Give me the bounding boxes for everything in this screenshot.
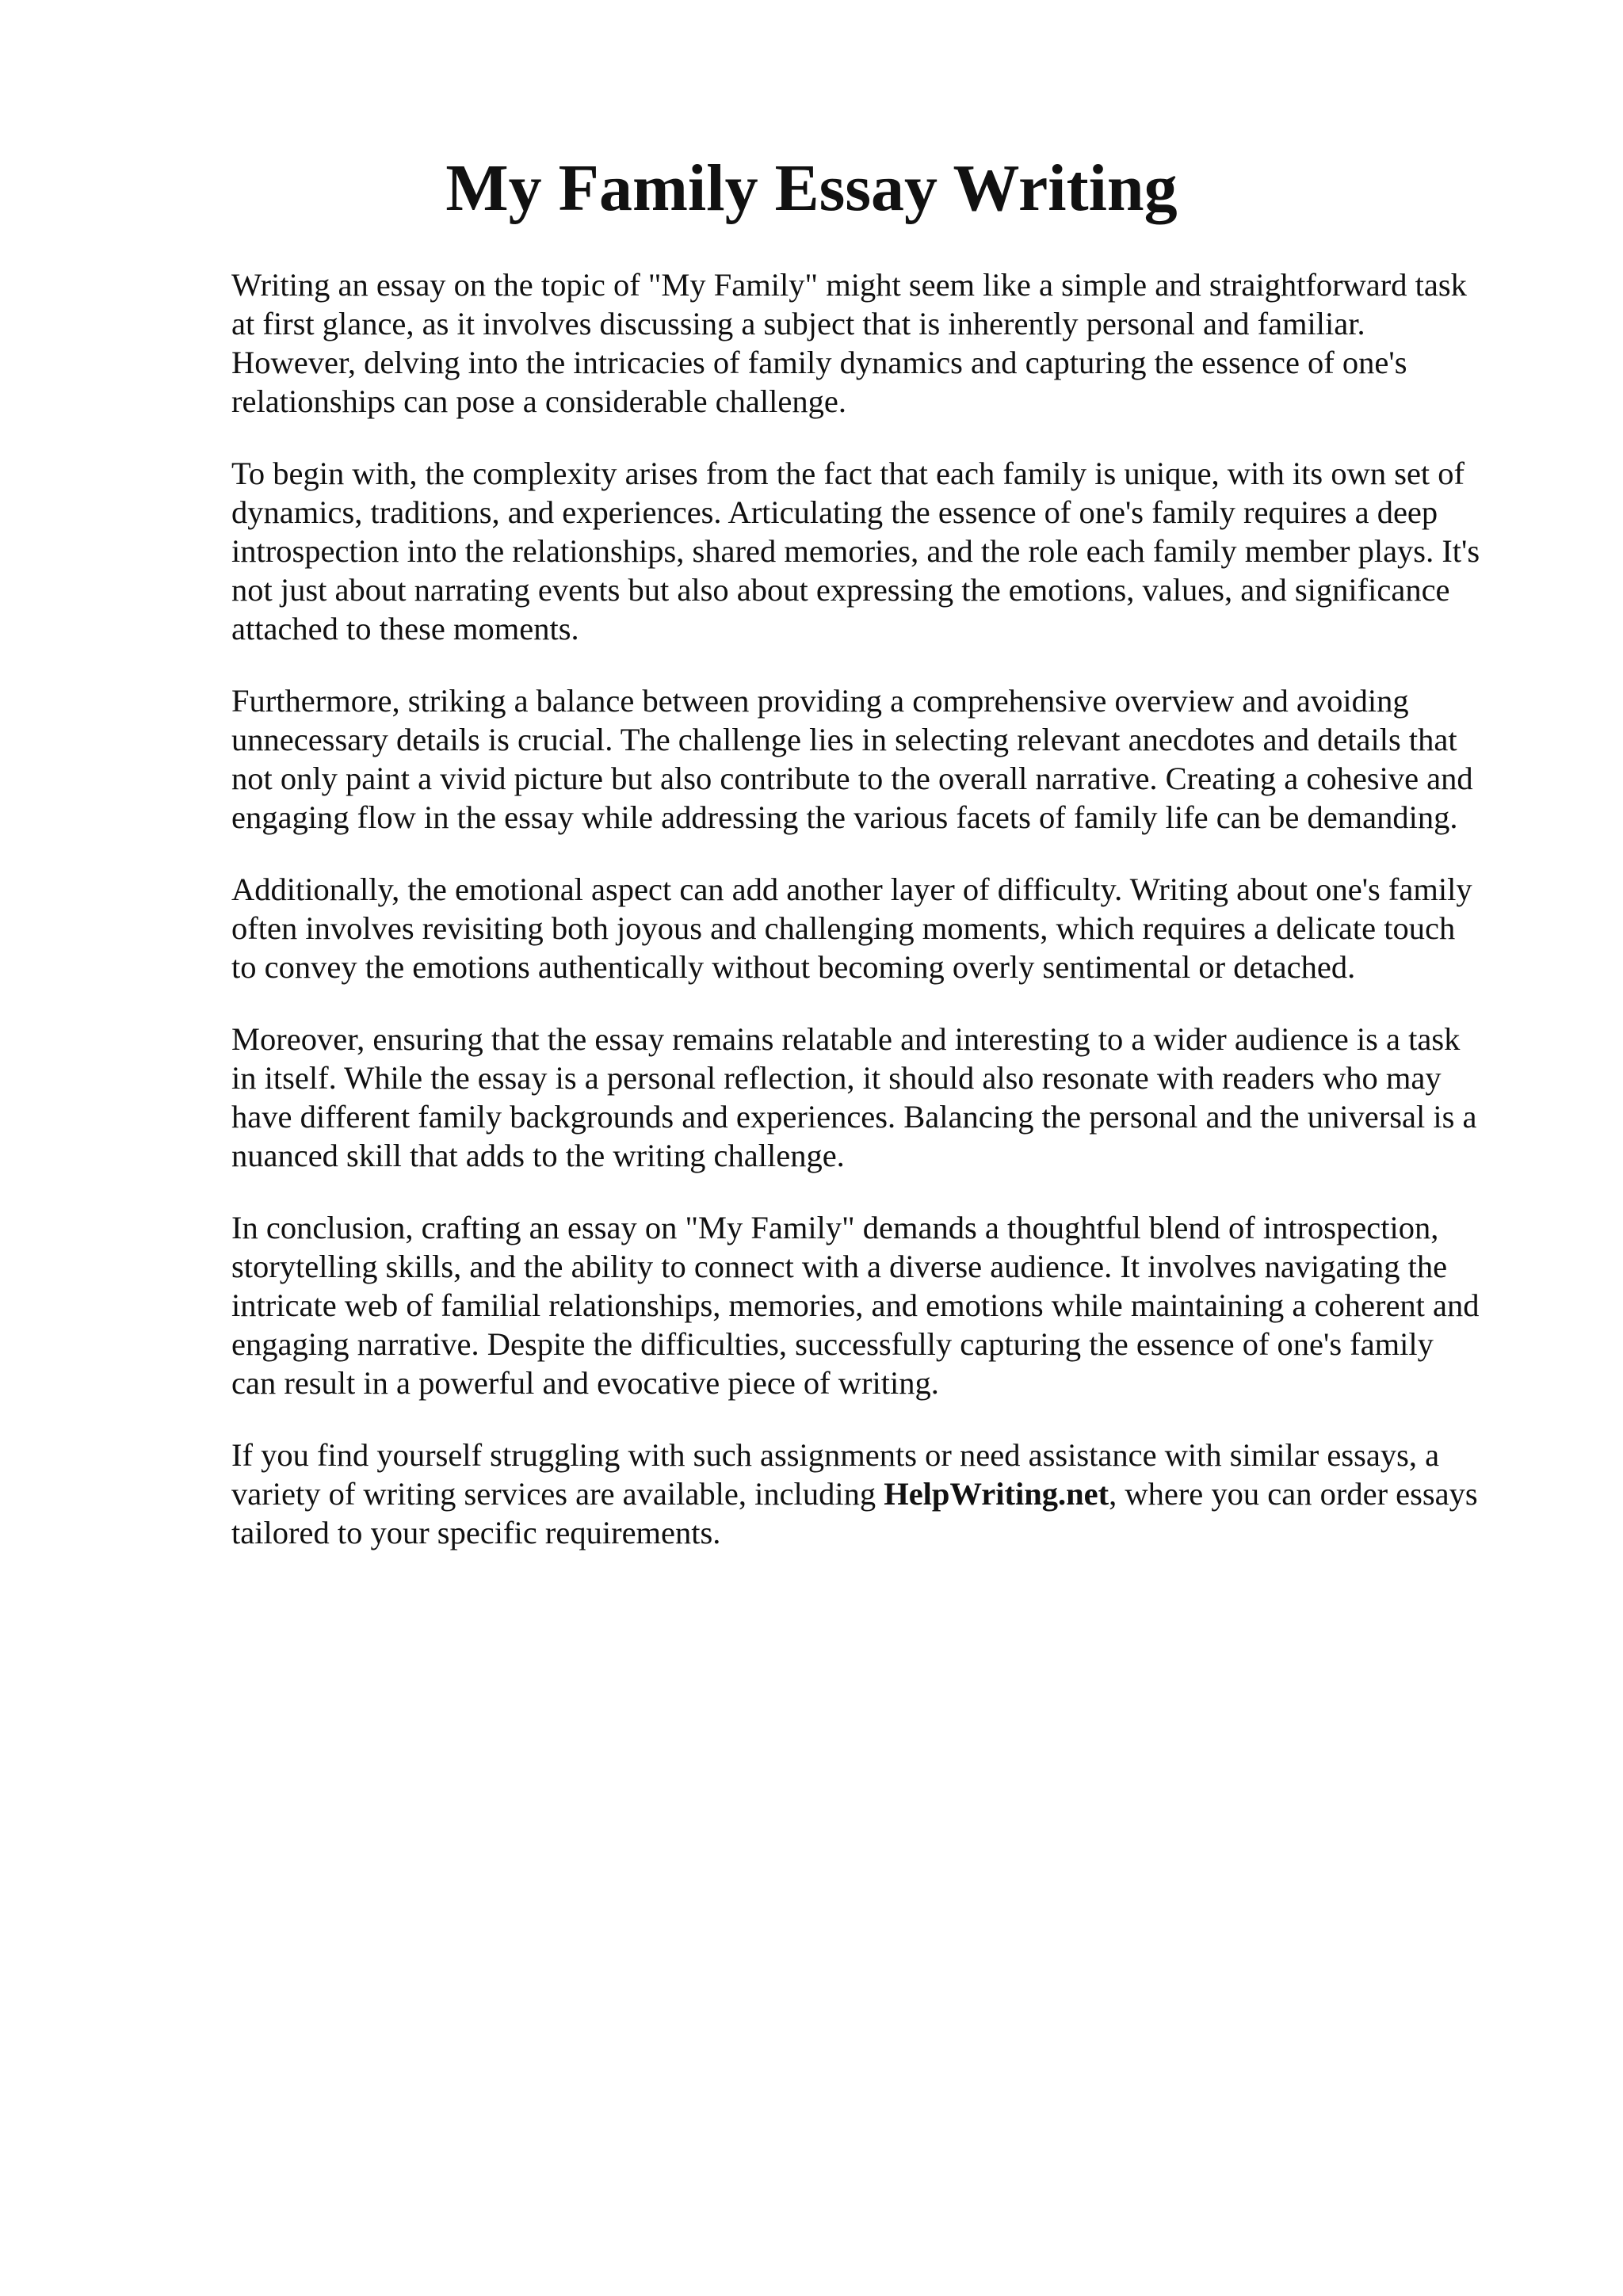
text-line: unnecessary details is crucial. The challenge lies in selecting relevant anecdotes and details that: [231, 722, 1457, 757]
page-title: My Family Essay Writing: [445, 151, 1178, 225]
text-line: to convey the emotions authentically without becoming overly sentimental or detached.: [231, 949, 1356, 985]
helpwriting-link[interactable]: HelpWriting.net: [884, 1476, 1109, 1512]
text-line: Writing an essay on the topic of "My Family" might seem like a simple and straightforward task: [231, 267, 1467, 303]
text-line: nuanced skill that adds to the writing challenge.: [231, 1138, 845, 1173]
text-line: In conclusion, crafting an essay on "My Family" demands a thoughtful blend of introspection,: [231, 1210, 1439, 1245]
text-line: dynamics, traditions, and experiences. Articulating the essence of one's family requires a deep: [231, 494, 1438, 530]
text-line: not just about narrating events but also about expressing the emotions, values, and significance: [231, 572, 1450, 608]
text-line: at first glance, as it involves discussing a subject that is inherently personal and familiar.: [231, 306, 1365, 341]
text-line: intricate web of familial relationships, memories, and emotions while maintaining a coherent and: [231, 1287, 1480, 1323]
paragraph-audience: [231, 1020, 1515, 1175]
text-line: [231, 1474, 1515, 1513]
text-line: engaging narrative. Despite the difficulties, successfully capturing the essence of one's family: [231, 1326, 1434, 1362]
text-line: tailored to your specific requirements.: [231, 1515, 721, 1550]
text-line: introspection into the relationships, shared memories, and the role each family member plays. It's: [231, 533, 1480, 569]
text-line: often involves revisiting both joyous and challenging moments, which requires a delicate touch: [231, 910, 1456, 946]
paragraph-balance: [231, 681, 1515, 837]
paragraph-complexity: [231, 454, 1515, 648]
text-line: To begin with, the complexity arises from the fact that each family is unique, with its own set of: [231, 456, 1465, 491]
text-line: attached to these moments.: [231, 611, 579, 646]
text-line: Additionally, the emotional aspect can add another layer of difficulty. Writing about one's family: [231, 871, 1472, 907]
text-line: have different family backgrounds and experiences. Balancing the personal and the universal is a: [231, 1099, 1477, 1135]
paragraph-conclusion: [231, 1208, 1515, 1402]
text-line: storytelling skills, and the ability to connect with a diverse audience. It involves navigating the: [231, 1249, 1448, 1284]
paragraph-intro: [231, 265, 1515, 421]
essay-body: [231, 265, 1515, 1585]
text-line: engaging flow in the essay while addressing the various facets of family life can be demanding.: [231, 799, 1458, 835]
paragraph-emotion: [231, 870, 1515, 986]
text-line: can result in a powerful and evocative piece of writing.: [231, 1365, 939, 1401]
closing-text-after: , where you can order essays: [1109, 1476, 1478, 1512]
closing-text-before: variety of writing services are available, including: [231, 1476, 884, 1512]
text-line: not only paint a vivid picture but also contribute to the overall narrative. Creating a cohesive and: [231, 761, 1473, 796]
text-line: in itself. While the essay is a personal reflection, it should also resonate with readers who may: [231, 1060, 1442, 1096]
text-line: However, delving into the intricacies of family dynamics and capturing the essence of one's: [231, 345, 1407, 380]
text-line: Moreover, ensuring that the essay remains relatable and interesting to a wider audience is a task: [231, 1021, 1461, 1057]
text-line: Furthermore, striking a balance between providing a comprehensive overview and avoiding: [231, 683, 1409, 719]
text-line: relationships can pose a considerable challenge.: [231, 383, 846, 419]
text-line: If you find yourself struggling with such assignments or need assistance with similar essays, a: [231, 1437, 1440, 1473]
paragraph-closing: [231, 1436, 1515, 1552]
